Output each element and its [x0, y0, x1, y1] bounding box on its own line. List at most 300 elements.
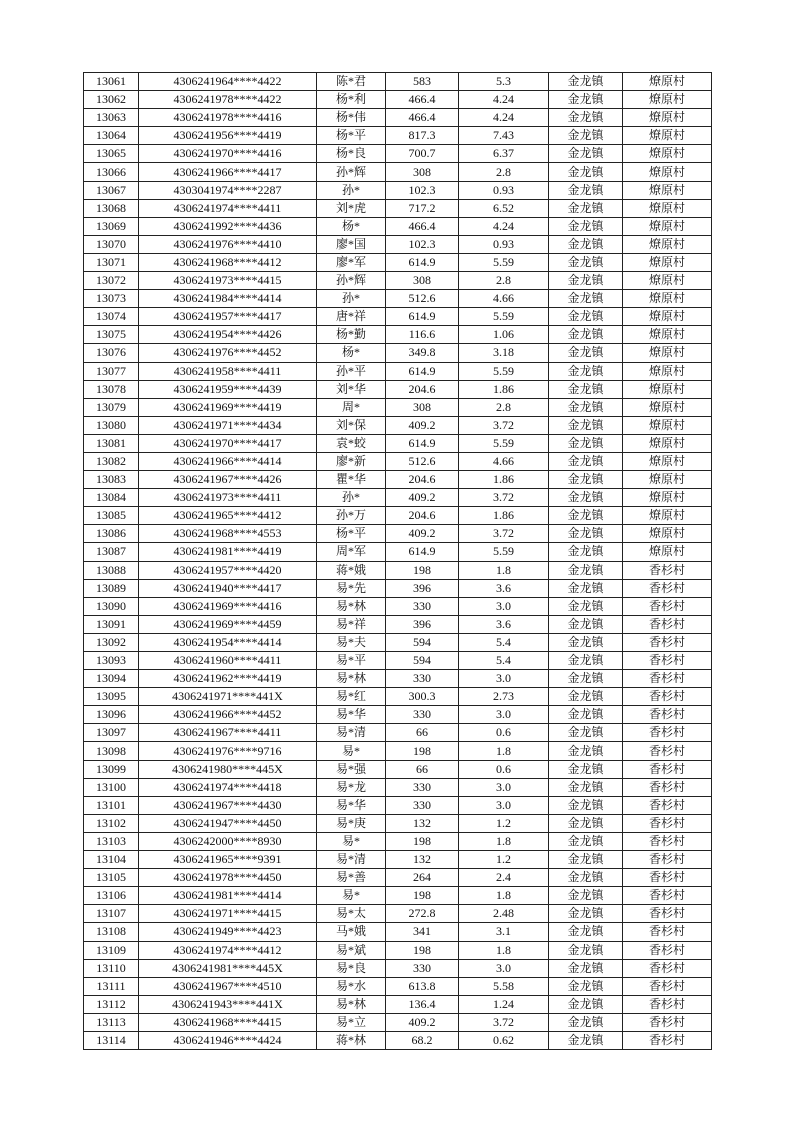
table-row	[84, 290, 712, 308]
id-number-cell: 4306241964****4422	[139, 73, 317, 91]
village-cell: 香杉村	[623, 579, 712, 597]
village-cell: 香杉村	[623, 652, 712, 670]
town-cell: 金龙镇	[549, 452, 623, 470]
amount-cell: 613.8	[386, 977, 459, 995]
serial-number-cell: 13105	[84, 869, 139, 887]
village-cell: 香杉村	[623, 887, 712, 905]
name-cell: 易*林	[317, 670, 386, 688]
id-number-cell: 4306241974****4418	[139, 778, 317, 796]
amount-cell: 409.2	[386, 1013, 459, 1031]
town-cell: 金龙镇	[549, 525, 623, 543]
name-cell: 易*祥	[317, 615, 386, 633]
quantity-cell: 3.0	[459, 796, 549, 814]
table-row	[84, 217, 712, 235]
serial-number-cell: 13071	[84, 253, 139, 271]
quantity-cell: 2.8	[459, 163, 549, 181]
quantity-cell: 5.59	[459, 253, 549, 271]
name-cell: 廖*军	[317, 253, 386, 271]
quantity-cell: 3.72	[459, 489, 549, 507]
town-cell: 金龙镇	[549, 1013, 623, 1031]
serial-number-cell: 13067	[84, 181, 139, 199]
serial-number-cell: 13069	[84, 217, 139, 235]
village-cell: 燎原村	[623, 181, 712, 199]
serial-number-cell: 13102	[84, 814, 139, 832]
village-cell: 燎原村	[623, 145, 712, 163]
name-cell: 唐*祥	[317, 308, 386, 326]
serial-number-cell: 13109	[84, 941, 139, 959]
amount-cell: 198	[386, 941, 459, 959]
amount-cell: 396	[386, 579, 459, 597]
town-cell: 金龙镇	[549, 887, 623, 905]
village-cell: 燎原村	[623, 163, 712, 181]
name-cell: 易*先	[317, 579, 386, 597]
serial-number-cell: 13079	[84, 398, 139, 416]
id-number-cell: 4306241968****4553	[139, 525, 317, 543]
name-cell: 易*龙	[317, 778, 386, 796]
table-row	[84, 760, 712, 778]
quantity-cell: 0.6	[459, 760, 549, 778]
serial-number-cell: 13068	[84, 199, 139, 217]
table-row	[84, 416, 712, 434]
amount-cell: 136.4	[386, 995, 459, 1013]
town-cell: 金龙镇	[549, 851, 623, 869]
town-cell: 金龙镇	[549, 91, 623, 109]
table-row	[84, 127, 712, 145]
quantity-cell: 0.62	[459, 1031, 549, 1049]
town-cell: 金龙镇	[549, 760, 623, 778]
town-cell: 金龙镇	[549, 905, 623, 923]
name-cell: 杨*勤	[317, 326, 386, 344]
name-cell: 易*红	[317, 688, 386, 706]
town-cell: 金龙镇	[549, 597, 623, 615]
table-row	[84, 869, 712, 887]
name-cell: 刘*保	[317, 416, 386, 434]
village-cell: 燎原村	[623, 434, 712, 452]
town-cell: 金龙镇	[549, 814, 623, 832]
id-number-cell: 4306241962****4419	[139, 670, 317, 688]
serial-number-cell: 13106	[84, 887, 139, 905]
quantity-cell: 1.8	[459, 742, 549, 760]
table-row	[84, 452, 712, 470]
name-cell: 易*林	[317, 995, 386, 1013]
town-cell: 金龙镇	[549, 959, 623, 977]
id-number-cell: 4306241981****4419	[139, 543, 317, 561]
id-number-cell: 4306241984****4414	[139, 290, 317, 308]
serial-number-cell: 13098	[84, 742, 139, 760]
quantity-cell: 2.8	[459, 272, 549, 290]
name-cell: 瞿*华	[317, 471, 386, 489]
serial-number-cell: 13078	[84, 380, 139, 398]
quantity-cell: 5.59	[459, 308, 549, 326]
id-number-cell: 4306241958****4411	[139, 362, 317, 380]
table-row	[84, 471, 712, 489]
village-cell: 香杉村	[623, 633, 712, 651]
table-row	[84, 199, 712, 217]
quantity-cell: 5.59	[459, 543, 549, 561]
table-row	[84, 380, 712, 398]
id-number-cell: 4306241967****4411	[139, 724, 317, 742]
name-cell: 周*军	[317, 543, 386, 561]
name-cell: 易*清	[317, 851, 386, 869]
table-row	[84, 887, 712, 905]
name-cell: 马*娥	[317, 923, 386, 941]
serial-number-cell: 13096	[84, 706, 139, 724]
id-number-cell: 4306241966****4452	[139, 706, 317, 724]
amount-cell: 204.6	[386, 380, 459, 398]
table-row	[84, 109, 712, 127]
quantity-cell: 3.72	[459, 525, 549, 543]
id-number-cell: 4306241969****4459	[139, 615, 317, 633]
amount-cell: 68.2	[386, 1031, 459, 1049]
id-number-cell: 4306241973****4411	[139, 489, 317, 507]
id-number-cell: 4303041974****2287	[139, 181, 317, 199]
town-cell: 金龙镇	[549, 615, 623, 633]
village-cell: 香杉村	[623, 561, 712, 579]
table-row	[84, 561, 712, 579]
amount-cell: 116.6	[386, 326, 459, 344]
serial-number-cell: 13094	[84, 670, 139, 688]
id-number-cell: 4306241949****4423	[139, 923, 317, 941]
table-row	[84, 652, 712, 670]
quantity-cell: 5.3	[459, 73, 549, 91]
town-cell: 金龙镇	[549, 778, 623, 796]
amount-cell: 341	[386, 923, 459, 941]
table-row	[84, 507, 712, 525]
table-row	[84, 1013, 712, 1031]
village-cell: 燎原村	[623, 272, 712, 290]
table-row	[84, 326, 712, 344]
serial-number-cell: 13072	[84, 272, 139, 290]
village-cell: 香杉村	[623, 941, 712, 959]
name-cell: 蒋*娥	[317, 561, 386, 579]
village-cell: 燎原村	[623, 127, 712, 145]
quantity-cell: 6.37	[459, 145, 549, 163]
amount-cell: 330	[386, 706, 459, 724]
table-row	[84, 91, 712, 109]
name-cell: 孙*辉	[317, 163, 386, 181]
table-row	[84, 163, 712, 181]
quantity-cell: 3.6	[459, 615, 549, 633]
quantity-cell: 5.59	[459, 362, 549, 380]
subsidy-table	[83, 72, 712, 1050]
amount-cell: 594	[386, 633, 459, 651]
table-row	[84, 489, 712, 507]
table-row	[84, 181, 712, 199]
quantity-cell: 0.93	[459, 181, 549, 199]
village-cell: 香杉村	[623, 977, 712, 995]
id-number-cell: 4306241940****4417	[139, 579, 317, 597]
table-row	[84, 959, 712, 977]
quantity-cell: 1.8	[459, 561, 549, 579]
serial-number-cell: 13084	[84, 489, 139, 507]
id-number-cell: 4306241978****4416	[139, 109, 317, 127]
serial-number-cell: 13076	[84, 344, 139, 362]
amount-cell: 330	[386, 796, 459, 814]
name-cell: 易*良	[317, 959, 386, 977]
name-cell: 周*	[317, 398, 386, 416]
id-number-cell: 4306241970****4416	[139, 145, 317, 163]
quantity-cell: 2.48	[459, 905, 549, 923]
town-cell: 金龙镇	[549, 109, 623, 127]
quantity-cell: 5.59	[459, 434, 549, 452]
town-cell: 金龙镇	[549, 923, 623, 941]
serial-number-cell: 13088	[84, 561, 139, 579]
amount-cell: 300.3	[386, 688, 459, 706]
name-cell: 孙*万	[317, 507, 386, 525]
table-row	[84, 832, 712, 850]
town-cell: 金龙镇	[549, 652, 623, 670]
table-body	[84, 73, 712, 1050]
amount-cell: 330	[386, 778, 459, 796]
village-cell: 燎原村	[623, 471, 712, 489]
town-cell: 金龙镇	[549, 869, 623, 887]
name-cell: 陈*君	[317, 73, 386, 91]
serial-number-cell: 13061	[84, 73, 139, 91]
village-cell: 燎原村	[623, 199, 712, 217]
table-row	[84, 253, 712, 271]
table-row	[84, 814, 712, 832]
village-cell: 香杉村	[623, 959, 712, 977]
name-cell: 易*强	[317, 760, 386, 778]
id-number-cell: 4306241971****4434	[139, 416, 317, 434]
table-row	[84, 995, 712, 1013]
town-cell: 金龙镇	[549, 832, 623, 850]
quantity-cell: 3.72	[459, 416, 549, 434]
quantity-cell: 1.06	[459, 326, 549, 344]
amount-cell: 272.8	[386, 905, 459, 923]
serial-number-cell: 13093	[84, 652, 139, 670]
table-row	[84, 923, 712, 941]
village-cell: 香杉村	[623, 760, 712, 778]
name-cell: 易*华	[317, 796, 386, 814]
amount-cell: 614.9	[386, 253, 459, 271]
serial-number-cell: 13062	[84, 91, 139, 109]
quantity-cell: 2.73	[459, 688, 549, 706]
serial-number-cell: 13085	[84, 507, 139, 525]
amount-cell: 817.3	[386, 127, 459, 145]
quantity-cell: 1.86	[459, 507, 549, 525]
town-cell: 金龙镇	[549, 398, 623, 416]
name-cell: 易*庚	[317, 814, 386, 832]
quantity-cell: 1.86	[459, 380, 549, 398]
table-row	[84, 362, 712, 380]
serial-number-cell: 13110	[84, 959, 139, 977]
amount-cell: 614.9	[386, 308, 459, 326]
quantity-cell: 7.43	[459, 127, 549, 145]
amount-cell: 512.6	[386, 290, 459, 308]
town-cell: 金龙镇	[549, 217, 623, 235]
serial-number-cell: 13091	[84, 615, 139, 633]
town-cell: 金龙镇	[549, 326, 623, 344]
name-cell: 易*清	[317, 724, 386, 742]
id-number-cell: 4306241943****441X	[139, 995, 317, 1013]
table-row	[84, 1031, 712, 1049]
amount-cell: 717.2	[386, 199, 459, 217]
amount-cell: 466.4	[386, 109, 459, 127]
quantity-cell: 3.18	[459, 344, 549, 362]
serial-number-cell: 13103	[84, 832, 139, 850]
table-row	[84, 670, 712, 688]
village-cell: 燎原村	[623, 525, 712, 543]
serial-number-cell: 13112	[84, 995, 139, 1013]
id-number-cell: 4306241976****4452	[139, 344, 317, 362]
village-cell: 香杉村	[623, 923, 712, 941]
serial-number-cell: 13107	[84, 905, 139, 923]
amount-cell: 132	[386, 814, 459, 832]
village-cell: 燎原村	[623, 253, 712, 271]
table-row	[84, 525, 712, 543]
village-cell: 燎原村	[623, 344, 712, 362]
amount-cell: 198	[386, 832, 459, 850]
amount-cell: 198	[386, 742, 459, 760]
town-cell: 金龙镇	[549, 688, 623, 706]
town-cell: 金龙镇	[549, 145, 623, 163]
town-cell: 金龙镇	[549, 543, 623, 561]
town-cell: 金龙镇	[549, 724, 623, 742]
amount-cell: 330	[386, 670, 459, 688]
village-cell: 香杉村	[623, 814, 712, 832]
serial-number-cell: 13101	[84, 796, 139, 814]
amount-cell: 66	[386, 760, 459, 778]
table-row	[84, 742, 712, 760]
quantity-cell: 1.2	[459, 851, 549, 869]
id-number-cell: 4306241959****4439	[139, 380, 317, 398]
amount-cell: 330	[386, 597, 459, 615]
serial-number-cell: 13070	[84, 235, 139, 253]
id-number-cell: 4306241966****4414	[139, 452, 317, 470]
amount-cell: 396	[386, 615, 459, 633]
quantity-cell: 4.24	[459, 91, 549, 109]
id-number-cell: 4306241965****9391	[139, 851, 317, 869]
name-cell: 杨*平	[317, 525, 386, 543]
quantity-cell: 3.1	[459, 923, 549, 941]
name-cell: 刘*虎	[317, 199, 386, 217]
village-cell: 香杉村	[623, 742, 712, 760]
amount-cell: 102.3	[386, 235, 459, 253]
village-cell: 燎原村	[623, 416, 712, 434]
table-row	[84, 688, 712, 706]
table-row	[84, 851, 712, 869]
village-cell: 燎原村	[623, 235, 712, 253]
id-number-cell: 4306241974****4412	[139, 941, 317, 959]
town-cell: 金龙镇	[549, 706, 623, 724]
name-cell: 袁*蛟	[317, 434, 386, 452]
town-cell: 金龙镇	[549, 163, 623, 181]
table-row	[84, 977, 712, 995]
quantity-cell: 0.93	[459, 235, 549, 253]
quantity-cell: 5.4	[459, 652, 549, 670]
id-number-cell: 4306241969****4419	[139, 398, 317, 416]
id-number-cell: 4306241968****4412	[139, 253, 317, 271]
name-cell: 蒋*林	[317, 1031, 386, 1049]
village-cell: 香杉村	[623, 832, 712, 850]
town-cell: 金龙镇	[549, 199, 623, 217]
town-cell: 金龙镇	[549, 579, 623, 597]
serial-number-cell: 13087	[84, 543, 139, 561]
town-cell: 金龙镇	[549, 362, 623, 380]
id-number-cell: 4306241970****4417	[139, 434, 317, 452]
town-cell: 金龙镇	[549, 1031, 623, 1049]
id-number-cell: 4306241981****445X	[139, 959, 317, 977]
village-cell: 燎原村	[623, 109, 712, 127]
village-cell: 燎原村	[623, 543, 712, 561]
serial-number-cell: 13111	[84, 977, 139, 995]
table-row	[84, 796, 712, 814]
amount-cell: 409.2	[386, 525, 459, 543]
id-number-cell: 4306241971****4415	[139, 905, 317, 923]
quantity-cell: 4.66	[459, 452, 549, 470]
town-cell: 金龙镇	[549, 796, 623, 814]
quantity-cell: 4.24	[459, 109, 549, 127]
village-cell: 香杉村	[623, 796, 712, 814]
name-cell: 孙*	[317, 290, 386, 308]
quantity-cell: 6.52	[459, 199, 549, 217]
table-row	[84, 272, 712, 290]
amount-cell: 308	[386, 272, 459, 290]
name-cell: 易*华	[317, 706, 386, 724]
amount-cell: 132	[386, 851, 459, 869]
name-cell: 杨*利	[317, 91, 386, 109]
amount-cell: 198	[386, 887, 459, 905]
serial-number-cell: 13086	[84, 525, 139, 543]
table-row	[84, 73, 712, 91]
amount-cell: 614.9	[386, 543, 459, 561]
table-row	[84, 905, 712, 923]
serial-number-cell: 13064	[84, 127, 139, 145]
name-cell: 易*善	[317, 869, 386, 887]
serial-number-cell: 13083	[84, 471, 139, 489]
id-number-cell: 4306241967****4426	[139, 471, 317, 489]
amount-cell: 349.8	[386, 344, 459, 362]
quantity-cell: 4.24	[459, 217, 549, 235]
quantity-cell: 3.0	[459, 670, 549, 688]
name-cell: 易*平	[317, 652, 386, 670]
village-cell: 香杉村	[623, 778, 712, 796]
serial-number-cell: 13114	[84, 1031, 139, 1049]
town-cell: 金龙镇	[549, 995, 623, 1013]
serial-number-cell: 13075	[84, 326, 139, 344]
quantity-cell: 3.0	[459, 706, 549, 724]
quantity-cell: 3.0	[459, 778, 549, 796]
quantity-cell: 1.8	[459, 832, 549, 850]
town-cell: 金龙镇	[549, 380, 623, 398]
amount-cell: 700.7	[386, 145, 459, 163]
town-cell: 金龙镇	[549, 561, 623, 579]
town-cell: 金龙镇	[549, 73, 623, 91]
id-number-cell: 4306242000****8930	[139, 832, 317, 850]
table-row	[84, 344, 712, 362]
town-cell: 金龙镇	[549, 308, 623, 326]
id-number-cell: 4306241957****4417	[139, 308, 317, 326]
table-row	[84, 633, 712, 651]
quantity-cell: 2.8	[459, 398, 549, 416]
serial-number-cell: 13095	[84, 688, 139, 706]
name-cell: 孙*辉	[317, 272, 386, 290]
serial-number-cell: 13080	[84, 416, 139, 434]
village-cell: 香杉村	[623, 869, 712, 887]
amount-cell: 102.3	[386, 181, 459, 199]
town-cell: 金龙镇	[549, 434, 623, 452]
amount-cell: 204.6	[386, 507, 459, 525]
village-cell: 燎原村	[623, 290, 712, 308]
id-number-cell: 4306241947****4450	[139, 814, 317, 832]
town-cell: 金龙镇	[549, 253, 623, 271]
village-cell: 香杉村	[623, 905, 712, 923]
quantity-cell: 1.8	[459, 887, 549, 905]
serial-number-cell: 13097	[84, 724, 139, 742]
name-cell: 易*斌	[317, 941, 386, 959]
id-number-cell: 4306241956****4419	[139, 127, 317, 145]
